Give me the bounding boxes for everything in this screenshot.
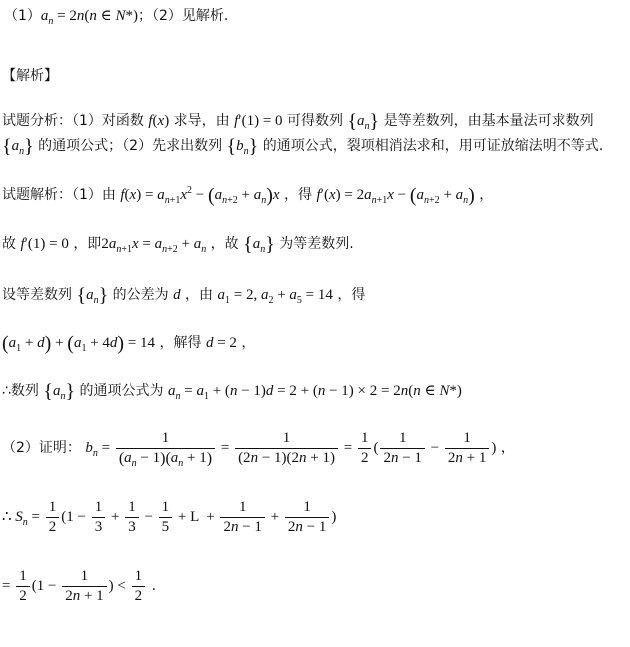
answer-line xyxy=(4,6,228,26)
solution-line-4: $(a_1 + d) + (a_1 + 4d) = 14$ ，解得 d = 2 ， xyxy=(2,332,256,355)
bn-formula: $b_n$ = $\frac{1}{(a_n - 1)(a_n + 1)}$ = $\frac{1}{(2n - 1)(2n + 1)}$ = $\frac{1}{2}$ ( $\frac{1}{2n - 1}$ − $\frac{1}{2n + 1}$ ) xyxy=(85,430,497,470)
sequence-an: $\{a_n\}$ xyxy=(43,380,76,403)
solution-line-1: 试题解析：（1）由 $f(x) = a_{n+1}x^2 - (a_{n+2} + a_n)x$ ，得 $f'(x) = 2a_{n+1}x - (a_{n+2} + a_n)$ ， xyxy=(2,184,494,207)
derivative-condition: f′(1) = 0 xyxy=(234,113,283,129)
solution-line-2: 故 f′(1) = 0 ，即$2a_{n+1}x = a_{n+2} + a_n$ ，故 $\{a_n\}$ 为等差数列. xyxy=(2,233,354,256)
analysis-label: 试题分析： xyxy=(2,113,72,129)
sequence-an: $\{a_n\}$ xyxy=(76,284,109,307)
sn-sum: ∴ $S_n$ = $\frac{1}{2}$ (1 − $\frac{1}{3}$ + $\frac{1}{3}$ − $\frac{1}{5}$ + L + $\frac{1}{2n - 1}$ + $\frac{1}{2n - 1}$ ) xyxy=(2,499,337,536)
equation-d: $(a_1 + d) + (a_1 + 4d) = 14$ xyxy=(2,332,156,355)
sequence-an: $\{a_n\}$ xyxy=(2,135,34,158)
sequence-an: $\{a_n\}$ xyxy=(243,233,275,256)
analysis-line-1: 试题分析：（1）对函数 f(x) 求导，由 f′(1) = 0 可得数列 $\{a_n\}$ 是等差数列，由基本量法可求数列 xyxy=(2,110,594,133)
function-definition: $f(x) = a_{n+1}x^2 - (a_{n+2} + a_n)x$ xyxy=(120,184,280,207)
answer-part2-label: ；（2） xyxy=(138,8,182,24)
solution-line-3: 设等差数列 $\{a_n\}$ 的公差为 d ，由 $a_1 = 2$, $a_2 + a_5 = 14$ ，得 xyxy=(2,284,366,307)
solution-line-6: （2）证明： $b_n$ = $\frac{1}{(a_n - 1)(a_n + 1)}$ = $\frac{1}{(2n - 1)(2n + 1)}$ = $\frac{1}{2}$ ( $\frac{1}{2n - 1}$ − $\frac{1}{2n + 1}$ ) ， xyxy=(2,430,515,470)
general-term: $a_n = a_1 + (n - 1)d = 2 + (n - 1) \times 2 = 2n(n$ ∈ N*) xyxy=(168,383,462,402)
derivative-expression: $f'(x) = 2a_{n+1}x - (a_{n+2} + a_n)$ xyxy=(316,184,475,207)
answer-part1-label: （1） xyxy=(4,8,41,24)
solution-label: 试题解析： xyxy=(2,187,72,203)
solution-line-5: ∴数列 $\{a_n\}$ 的通项公式为 $a_n = a_1 + (n - 1)d = 2 + (n - 1) \times 2 = 2n(n$ ∈ N*) xyxy=(2,380,462,403)
result-d: d = 2 xyxy=(205,335,237,351)
sequence-an: $\{a_n\}$ xyxy=(347,110,380,133)
sequence-bn: $\{b_n\}$ xyxy=(226,135,259,158)
analysis-line-2: $\{a_n\}$ 的通项公式；（2）先求出数列 $\{b_n\}$ 的通项公式，裂项相消法求和，用可证放缩法明不等式. xyxy=(2,135,604,158)
answer-formula: $a_n = 2n(n$ ∈ N*) xyxy=(40,8,139,27)
section-heading: 【解析】 xyxy=(2,68,58,84)
solution-line-7 xyxy=(2,497,336,537)
function-fx: f(x) xyxy=(148,113,170,129)
given-values: $a_1 = 2$, $a_2 + a_5 = 14$ xyxy=(217,287,333,306)
solution-line-8: = $\frac{1}{2}$ (1 − $\frac{1}{2n + 1}$ ) < $\frac{1}{2}$ . xyxy=(2,568,157,605)
answer-part2-text: 见解析. xyxy=(181,8,229,24)
final-inequality: = $\frac{1}{2}$ (1 − $\frac{1}{2n + 1}$ ) < $\frac{1}{2}$ xyxy=(2,578,147,594)
